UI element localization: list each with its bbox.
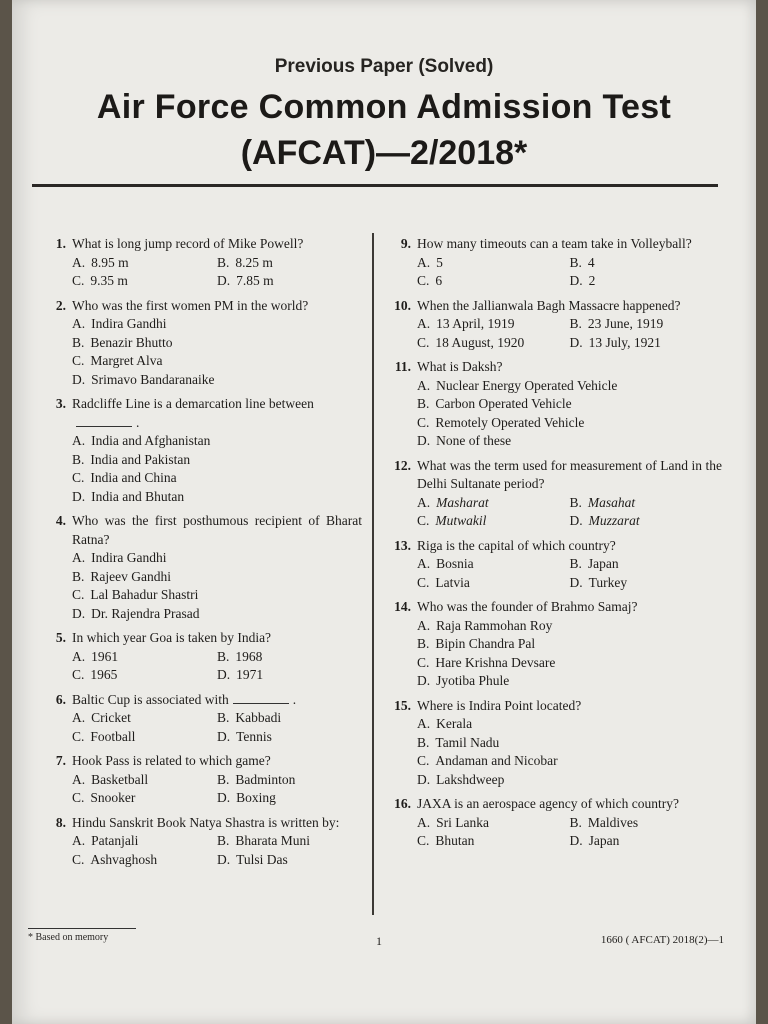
option-b: B. 23 June, 1919 — [569, 316, 664, 331]
question-text: What is Daksh? — [417, 359, 503, 374]
question-6 — [42, 691, 362, 747]
question-8 — [42, 814, 362, 870]
option-b: B. Bipin Chandra Pal — [417, 636, 536, 651]
question-text: Hook Pass is related to which game? — [72, 753, 271, 768]
question-number: 7. — [55, 753, 66, 768]
question-12 — [387, 457, 722, 531]
option-b: B. Japan — [569, 556, 619, 571]
option-d: D. 7.85 m — [217, 273, 274, 288]
question-text: When the Jallianwala Bagh Massacre happened? — [417, 297, 681, 313]
option-d: D. Srimavo Bandaranaike — [72, 371, 215, 387]
question-text: Who was the founder of Brahmo Samaj? — [417, 599, 638, 614]
option-c: C. Snooker — [72, 790, 136, 805]
option-c: C. Andaman and Nicobar — [417, 753, 558, 768]
option-a: A. Indira Gandhi — [72, 316, 167, 331]
option-a: A. Raja Rammohan Roy — [417, 617, 553, 633]
option-c: C. Remotely Operated Vehicle — [417, 414, 585, 430]
question-number: 10. — [394, 297, 411, 313]
paper-title-code: (AFCAT)—2/2018* — [240, 134, 528, 172]
question-number: 14. — [394, 599, 411, 614]
option-a: A. 1961 — [72, 648, 119, 664]
option-c: C. 9.35 m — [72, 273, 128, 288]
option-b: B. Kabbadi — [217, 710, 282, 725]
question-15 — [387, 697, 722, 790]
question-number: 13. — [394, 537, 411, 553]
paper-code: 1660 ( AFCAT) 2018(2)—1 — [600, 934, 724, 946]
column-divider — [372, 233, 374, 915]
option-a: A. Bosnia — [417, 556, 474, 571]
question-14 — [387, 598, 722, 691]
option-b: B. India and Pakistan — [72, 451, 191, 467]
question-number: 1. — [55, 236, 66, 251]
right-column — [387, 235, 722, 857]
option-d: D. Japan — [569, 833, 620, 848]
question-text: Hindu Sanskrit Book Natya Shastra is written by: — [72, 814, 340, 830]
question-16 — [387, 795, 722, 851]
option-d: D. Turkey — [569, 574, 628, 590]
option-b: B. Maldives — [569, 814, 639, 830]
option-a: A. 8.95 m — [72, 254, 129, 270]
option-b: B. Benazir Bhutto — [72, 334, 173, 350]
option-b: B. Carbon Operated Vehicle — [417, 396, 572, 411]
option-a: A. India and Afghanistan — [72, 433, 211, 448]
option-d: D. 2 — [569, 273, 596, 288]
option-c: C. Margret Alva — [72, 353, 163, 368]
question-9 — [387, 235, 722, 291]
question-number: 5. — [55, 630, 66, 645]
option-a: A. Indira Gandhi — [72, 550, 167, 565]
question-text: Who was the first women PM in the world? — [72, 297, 309, 313]
question-4 — [42, 512, 362, 623]
page-number: 1 — [376, 934, 382, 948]
question-text: Radcliffe Line is a demarcation line between . — [72, 396, 314, 430]
option-a: A. Masharat — [417, 494, 489, 510]
question-11 — [387, 358, 722, 451]
option-b: B. Badminton — [217, 771, 296, 787]
answer-blank — [76, 426, 132, 427]
option-d: D. Boxing — [217, 790, 276, 805]
option-c: C. Hare Krishna Devsare — [417, 654, 556, 670]
option-b: B. Bharata Muni — [217, 833, 310, 848]
option-c: C. Football — [72, 728, 136, 744]
option-c: C. Lal Bahadur Shastri — [72, 587, 199, 602]
question-text: How many timeouts can a team take in Volleyball? — [417, 236, 692, 251]
question-text: Riga is the capital of which country? — [417, 537, 616, 553]
question-number: 9. — [400, 236, 411, 251]
option-c: C. India and China — [72, 470, 177, 485]
question-number: 6. — [55, 691, 66, 707]
question-number: 16. — [394, 796, 411, 811]
option-a: A. 13 April, 1919 — [417, 316, 515, 331]
answer-blank — [233, 703, 289, 704]
option-a: A. Sri Lanka — [417, 814, 489, 830]
option-d: D. Jyotiba Phule — [417, 673, 510, 688]
question-text: JAXA is an aerospace agency of which country? — [417, 796, 680, 811]
option-a: A. Nuclear Energy Operated Vehicle — [417, 377, 618, 393]
option-d: D. Muzzarat — [569, 513, 640, 528]
option-d: D. Tulsi Das — [217, 851, 288, 867]
option-d: D. 1971 — [217, 667, 264, 682]
option-d: D. None of these — [417, 433, 512, 448]
question-number: 8. — [55, 814, 66, 830]
option-c: C. 6 — [417, 273, 443, 288]
question-number: 2. — [55, 297, 66, 313]
question-text: In which year Goa is taken by India? — [72, 630, 272, 645]
question-2 — [42, 297, 362, 390]
option-b: B. 8.25 m — [217, 254, 273, 270]
question-1 — [42, 235, 362, 291]
option-b: B. Tamil Nadu — [417, 734, 500, 750]
option-d: D. Tennis — [217, 728, 272, 744]
option-b: B. Rajeev Gandhi — [72, 568, 171, 584]
option-b: B. Masahat — [569, 494, 636, 510]
option-a: A. Basketball — [72, 771, 149, 787]
footnote-rule — [28, 928, 136, 929]
option-b: B. 4 — [569, 254, 595, 270]
question-3 — [42, 395, 362, 506]
question-number: 11. — [394, 359, 411, 374]
question-text: What is long jump record of Mike Powell? — [72, 236, 304, 251]
option-d: D. Lakshdweep — [417, 771, 505, 787]
question-number: 4. — [55, 513, 66, 528]
option-d: D. India and Bhutan — [72, 488, 185, 504]
option-c: C. 1965 — [72, 667, 118, 682]
option-d: D. Dr. Rajendra Prasad — [72, 605, 200, 621]
question-text: Who was the first posthumous recipient of Bharat Ratna? — [72, 513, 362, 547]
paper-title: Air Force Common Admission Test — [96, 88, 672, 126]
question-text: What was the term used for measurement of Land in the Delhi Sultanate period? — [417, 457, 722, 491]
option-c: C. 18 August, 1920 — [417, 334, 525, 350]
question-10 — [387, 297, 722, 353]
option-a: A. Kerala — [417, 716, 473, 731]
option-c: C. Latvia — [417, 574, 470, 590]
header-rule — [32, 184, 718, 187]
left-column — [42, 235, 362, 875]
question-number: 12. — [394, 457, 411, 473]
option-d: D. 13 July, 1921 — [569, 334, 661, 350]
option-c: C. Bhutan — [417, 833, 475, 848]
page — [12, 0, 756, 1024]
footnote: * Based on memory — [28, 932, 109, 943]
question-7 — [42, 752, 362, 808]
question-5 — [42, 629, 362, 685]
option-c: C. Mutwakil — [417, 513, 487, 528]
question-13 — [387, 537, 722, 593]
paper-subtitle: Previous Paper (Solved) — [274, 56, 494, 77]
question-number: 15. — [394, 697, 411, 713]
option-a: A. Cricket — [72, 710, 131, 725]
option-b: B. 1968 — [217, 648, 263, 664]
option-a: A. 5 — [417, 254, 443, 270]
question-text: Baltic Cup is associated with . — [72, 691, 297, 707]
question-text: Where is Indira Point located? — [417, 697, 582, 713]
question-number: 3. — [55, 396, 66, 411]
option-a: A. Patanjali — [72, 833, 139, 848]
option-c: C. Ashvaghosh — [72, 851, 158, 867]
